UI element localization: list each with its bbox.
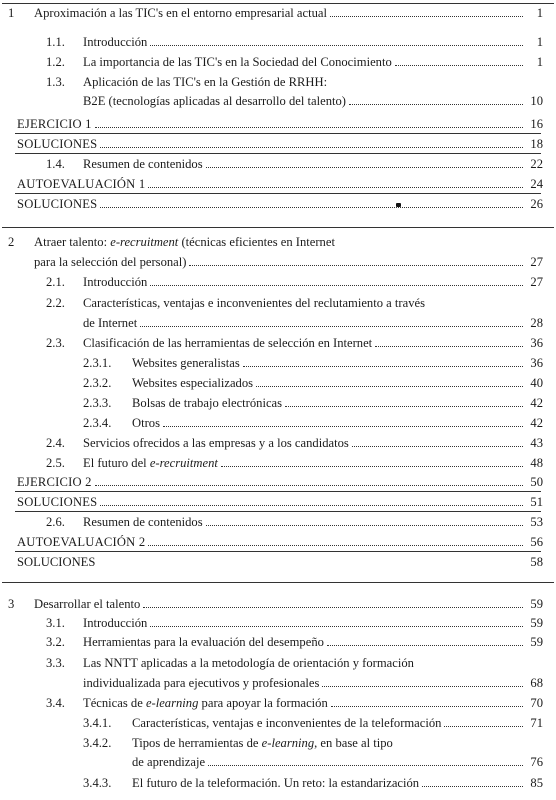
section-number: 2.1. <box>46 275 65 289</box>
section-number: 2.3.4. <box>83 416 112 430</box>
entry-title: Servicios ofrecidos a las empresas y a los candidatos <box>83 436 349 450</box>
leader-dots <box>444 726 523 727</box>
toc-subentry <box>0 735 556 753</box>
leader-dots <box>206 167 523 168</box>
section-number: 3.3. <box>46 656 65 670</box>
page-number: 59 <box>530 597 543 611</box>
toc-subentry <box>0 775 556 793</box>
page-number: 53 <box>530 515 543 529</box>
section-number: 3.4.1. <box>83 716 112 730</box>
leader-dots <box>322 686 523 687</box>
page-number: 48 <box>530 456 543 470</box>
toc-subentry <box>0 715 556 733</box>
section-number: 2.3.3. <box>83 396 112 410</box>
toc-entry <box>0 74 556 92</box>
entry-title: Resumen de contenidos <box>83 157 203 171</box>
chapter-number: 2 <box>8 235 15 249</box>
entry-title <box>83 457 218 470</box>
entry-label: AUTOEVALUACIÓN 2 <box>17 535 146 549</box>
leader-dots <box>100 207 523 208</box>
entry-title-line-1: Características, ventajas e inconvenientes del reclutamiento a través <box>83 296 425 310</box>
toc-subentry <box>0 375 556 393</box>
entry-label: EJERCICIO 2 <box>17 475 92 489</box>
entry-title: Características, ventajas e inconvenientes de la teleformación <box>132 716 442 730</box>
page-number: 36 <box>530 356 543 370</box>
solutions-entry <box>0 196 556 214</box>
chapter-title-line-2: para la selección del personal) <box>34 255 187 269</box>
page-number: 56 <box>530 535 543 549</box>
toc-entry <box>0 634 556 652</box>
leader-dots <box>143 607 523 608</box>
toc-subentry <box>0 415 556 433</box>
entry-title-prefix: El futuro del <box>83 456 150 470</box>
divider <box>15 551 541 552</box>
page-number: 58 <box>530 555 543 569</box>
section-number: 2.5. <box>46 456 65 470</box>
leader-dots <box>148 545 523 546</box>
divider <box>15 153 541 154</box>
section-number: 1.2. <box>46 55 65 69</box>
entry-title <box>83 697 328 710</box>
section-number: 3.1. <box>46 616 65 630</box>
leader-dots <box>208 765 523 766</box>
leader-dots <box>375 346 523 347</box>
toc-subentry <box>0 395 556 413</box>
divider <box>15 511 541 512</box>
toc-entry <box>0 34 556 52</box>
leader-dots <box>349 104 523 105</box>
entry-title-line-1: Aplicación de las TIC's en la Gestión de RRHH: <box>83 75 328 89</box>
entry-title: Websites especializados <box>132 376 254 390</box>
leader-dots <box>95 485 523 486</box>
page-number: 22 <box>530 157 543 171</box>
page-number: 24 <box>530 177 543 191</box>
page-number: 40 <box>530 376 543 390</box>
entry-title-line-2: individualizada para ejecutivos y profesionales <box>83 676 320 690</box>
entry-title: Herramientas para la evaluación del desempeño <box>83 635 324 649</box>
section-number: 3.4.3. <box>83 776 112 790</box>
entry-title-line-1 <box>132 737 393 750</box>
toc-entry-continuation <box>0 315 556 333</box>
leader-dots <box>395 65 523 66</box>
leader-dots <box>285 406 523 407</box>
toc-entry <box>0 54 556 72</box>
section-number: 2.2. <box>46 296 65 310</box>
self-evaluation-entry <box>0 534 556 552</box>
section-number: 1.3. <box>46 75 65 89</box>
section-number: 2.3.2. <box>83 376 112 390</box>
entry-label: EJERCICIO 1 <box>17 117 92 131</box>
section-number: 2.4. <box>46 436 65 450</box>
entry-title-line-1: Las NNTT aplicadas a la metodología de orientación y formación <box>83 656 414 670</box>
entry-title-italic: e-recruitment <box>149 456 218 470</box>
toc-entry <box>0 514 556 532</box>
entry-title: Introducción <box>83 275 148 289</box>
toc-subentry-continuation <box>0 754 556 772</box>
leader-dots <box>150 285 523 286</box>
divider <box>15 491 541 492</box>
entry-title: Otros <box>132 416 160 430</box>
chapter-1-top-rule <box>2 3 554 4</box>
entry-title-line-2: B2E (tecnologías aplicadas al desarrollo del talento) <box>83 94 346 108</box>
section-number: 2.6. <box>46 515 65 529</box>
toc-entry <box>0 455 556 473</box>
entry-title-italic: e-learning <box>145 696 199 710</box>
entry-title: Clasificación de las herramientas de selección en Internet <box>83 336 373 350</box>
chapter-title-suffix: (técnicas eficientes en Internet <box>178 235 335 249</box>
toc-entry <box>0 274 556 292</box>
leader-dots <box>330 16 523 17</box>
section-number: 1.1. <box>46 35 65 49</box>
chapter-number: 3 <box>8 597 15 611</box>
page-number: 18 <box>530 137 543 151</box>
entry-label: SOLUCIONES <box>17 555 96 569</box>
chapter-title-line-1 <box>34 236 335 249</box>
toc-entry <box>0 335 556 353</box>
page-number: 1 <box>536 6 543 20</box>
leader-dots <box>352 446 523 447</box>
entry-title: Bolsas de trabajo electrónicas <box>132 396 283 410</box>
page-number: 50 <box>530 475 543 489</box>
entry-title: Introducción <box>83 616 148 630</box>
page-number: 68 <box>530 676 543 690</box>
page-number: 36 <box>530 336 543 350</box>
entry-title-line-2: de aprendizaje <box>132 755 206 769</box>
toc-entry <box>0 655 556 673</box>
page-number: 27 <box>530 275 543 289</box>
chapter-number: 1 <box>8 6 15 20</box>
chapter-1-heading <box>0 5 556 23</box>
entry-title-suffix: , en base al tipo <box>314 736 393 750</box>
leader-dots <box>206 525 523 526</box>
toc-entry <box>0 295 556 313</box>
section-number: 1.4. <box>46 157 65 171</box>
entry-title-prefix: Tipos de herramientas de <box>132 736 262 750</box>
toc-entry-continuation <box>0 93 556 111</box>
chapter-title-prefix: Atraer talento: <box>34 235 111 249</box>
chapter-2-heading <box>0 234 556 252</box>
ink-spot <box>396 203 401 207</box>
chapter-title-italic: e-recruitment <box>110 235 179 249</box>
toc-entry <box>0 435 556 453</box>
page-number: 43 <box>530 436 543 450</box>
toc-entry <box>0 156 556 174</box>
self-evaluation-entry <box>0 176 556 194</box>
page-number: 16 <box>530 117 543 131</box>
leader-dots <box>140 326 523 327</box>
page-number: 51 <box>530 495 543 509</box>
page-number: 26 <box>530 197 543 211</box>
chapter-3-heading <box>0 596 556 614</box>
page-number: 1 <box>536 35 543 49</box>
chapter-2-top-rule <box>2 227 554 228</box>
leader-dots <box>243 366 523 367</box>
chapter-title: Aproximación a las TIC's en el entorno empresarial actual <box>34 6 327 20</box>
page-number: 1 <box>536 55 543 69</box>
leader-dots <box>148 187 523 188</box>
leader-dots <box>331 706 523 707</box>
page-number: 27 <box>530 255 543 269</box>
leader-dots <box>150 626 523 627</box>
entry-label: SOLUCIONES <box>17 197 98 211</box>
entry-title: Resumen de contenidos <box>83 515 203 529</box>
section-number: 3.4.2. <box>83 736 112 750</box>
leader-dots <box>150 45 523 46</box>
section-number: 2.3.1. <box>83 356 112 370</box>
section-number: 2.3. <box>46 336 65 350</box>
entry-title-suffix: para apoyar la formación <box>198 696 328 710</box>
entry-title-prefix: Técnicas de <box>83 696 146 710</box>
divider <box>15 133 541 134</box>
divider <box>15 193 541 194</box>
section-number: 3.4. <box>46 696 65 710</box>
leader-dots <box>256 386 523 387</box>
chapter-3-top-rule <box>2 582 554 583</box>
toc-subentry <box>0 355 556 373</box>
toc-entry <box>0 695 556 713</box>
entry-title-line-2: de Internet <box>83 316 138 330</box>
leader-dots <box>189 265 523 266</box>
toc-entry-continuation <box>0 675 556 693</box>
leader-dots <box>422 786 523 787</box>
page-number: 70 <box>530 696 543 710</box>
entry-title: Websites generalistas <box>132 356 240 370</box>
page-number: 28 <box>530 316 543 330</box>
page-number: 42 <box>530 396 543 410</box>
chapter-title: Desarrollar el talento <box>34 597 141 611</box>
section-number: 3.2. <box>46 635 65 649</box>
page-number: 85 <box>530 776 543 790</box>
leader-dots <box>327 645 523 646</box>
solutions-entry <box>0 494 556 512</box>
exercise-entry <box>0 116 556 134</box>
entry-title: Introducción <box>83 35 148 49</box>
entry-label: AUTOEVALUACIÓN 1 <box>17 177 146 191</box>
entry-label: SOLUCIONES <box>17 137 98 151</box>
exercise-entry <box>0 474 556 492</box>
toc-entry <box>0 615 556 633</box>
entry-label: SOLUCIONES <box>17 495 98 509</box>
chapter-2-heading-continuation <box>0 254 556 272</box>
leader-dots <box>95 127 523 128</box>
entry-title: La importancia de las TIC's en la Sociedad del Conocimiento <box>83 55 392 69</box>
solutions-entry <box>0 554 556 572</box>
leader-dots <box>163 426 523 427</box>
page-number: 59 <box>530 635 543 649</box>
page-number: 71 <box>530 716 543 730</box>
leader-dots <box>100 147 523 148</box>
page-number: 42 <box>530 416 543 430</box>
page-number: 76 <box>530 755 543 769</box>
leader-dots <box>100 505 523 506</box>
entry-title-italic: e-learning <box>261 736 315 750</box>
page-number: 10 <box>530 94 543 108</box>
leader-dots <box>221 466 523 467</box>
page-number: 59 <box>530 616 543 630</box>
entry-title: El futuro de la teleformación. Un reto: la estandarización <box>132 776 420 790</box>
solutions-entry <box>0 136 556 154</box>
